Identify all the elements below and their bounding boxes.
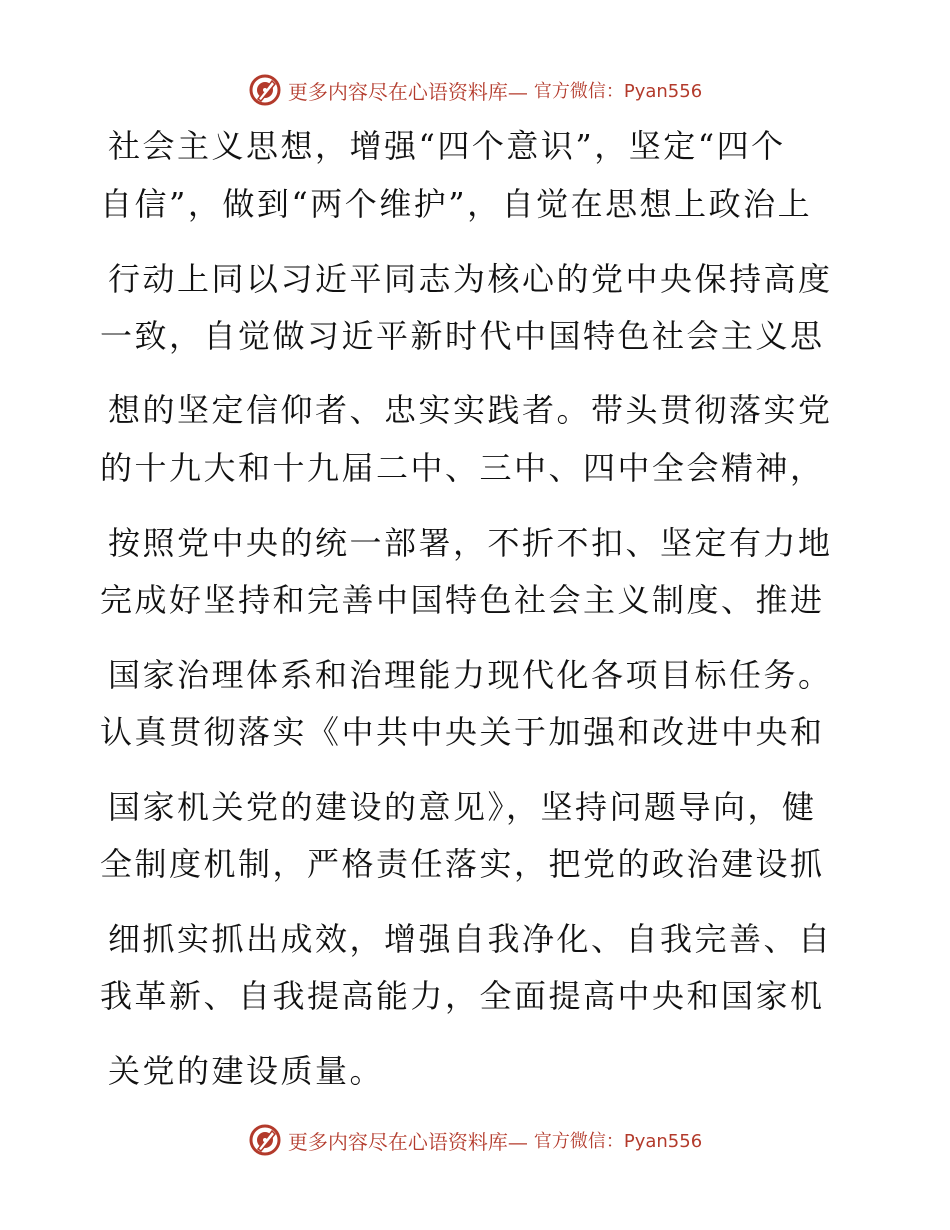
text-line: 的十九大和十九届二中、三中、四中全会精神，: [100, 449, 825, 487]
text-line: 关党的建设质量。: [108, 1052, 385, 1090]
text-line: 认真贯彻落实《中共中央关于加强和改进中央和: [100, 713, 825, 751]
text-line: 想的坚定信仰者、忠实实践者。带头贯彻落实党: [108, 391, 833, 429]
text-line: 按照党中央的统一部署，不折不扣、坚定有力地: [108, 524, 833, 562]
text-line: 自信”，做到“两个维护”，自觉在思想上政治上: [100, 185, 813, 223]
text-line: 细抓实抓出成效，增强自我净化、自我完善、自: [108, 920, 833, 958]
banner-main-text: 更多内容尽在心语资料库—: [287, 79, 528, 104]
banner-wechat-text: 官方微信：Pyan556: [533, 1131, 703, 1152]
text-line: 我革新、自我提高能力，全面提高中央和国家机: [100, 977, 825, 1015]
banner-wechat-text: 官方微信：Pyan556: [533, 81, 703, 102]
text-line: 一致，自觉做习近平新时代中国特色社会主义思: [100, 317, 825, 355]
text-line: 全制度机制，严格责任落实，把党的政治建设抓: [100, 845, 825, 883]
text-line: 国家治理体系和治理能力现代化各项目标任务。: [108, 656, 833, 694]
text-line: 国家机关党的建设的意见》，坚持问题导向，健: [108, 788, 817, 826]
pen-logo-icon: [248, 1123, 282, 1157]
banner-main-text: 更多内容尽在心语资料库—: [287, 1129, 528, 1154]
text-line: 社会主义思想，增强“四个意识”，坚定“四个: [108, 127, 786, 165]
text-line: 行动上同以习近平同志为核心的党中央保持高度: [108, 260, 833, 298]
footer-banner: [0, 1120, 950, 1160]
text-line: 完成好坚持和完善中国特色社会主义制度、推进: [100, 581, 825, 619]
